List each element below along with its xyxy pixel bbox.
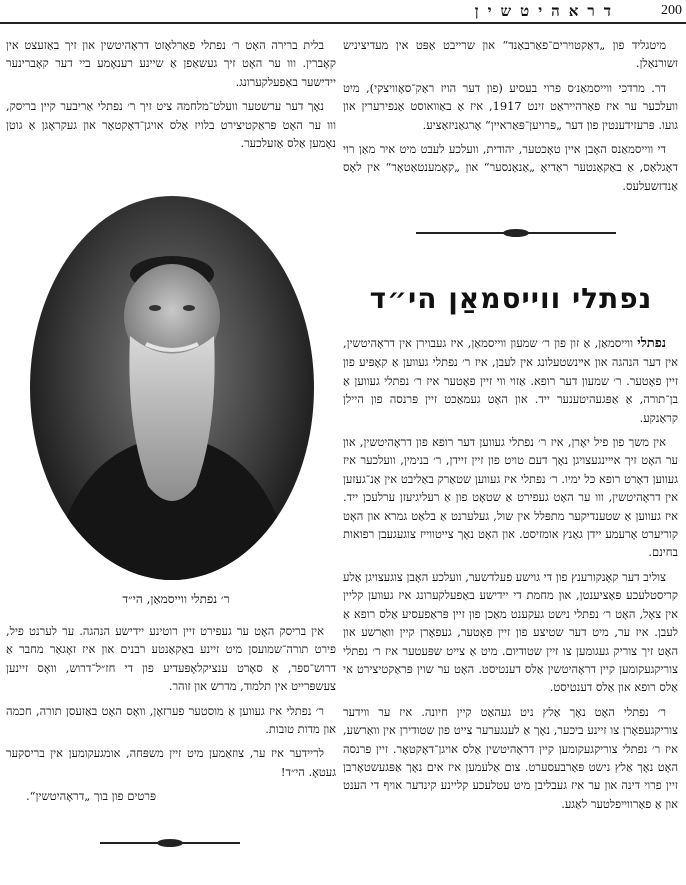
running-title: דראהיטשין — [474, 2, 620, 20]
page-number: 200 — [661, 3, 682, 18]
paragraph: די ווייסמאַנס האָבן איין טאָכטער, יהודית, וועלכע לעבט מיט איר מאַן רוי דאָגלאַס, אַ באַקאַנטער ראַדיאָ „אַנאַנסער“ און „קאָמענטאַטאָר“ אין לאָס אַנדזשעלעס. — [343, 142, 678, 193]
portrait-photo — [30, 196, 314, 580]
ornament-divider — [416, 232, 616, 234]
paragraph — [343, 334, 678, 427]
article-title: נפתלי ווייסמאַן הי״ד — [369, 282, 653, 315]
page-header — [0, 0, 686, 24]
paragraph: ר׳ נפתלי איז געווען אַ מוסטער פערזאָן, וואָס האָט באַזעסן תורה, חכמה און מדות טובות. — [6, 703, 336, 737]
photo-caption: ר׳ נפתלי ווייסמאַן, הי״ד — [122, 592, 230, 606]
left-column-top — [6, 36, 336, 158]
paragraph: לריידער איז ער, צוזאַמען מיט זיין משפּחה, אומגעקומען אין בריסקער געטאָ. הי״ד! — [6, 746, 336, 779]
lead-word: נפתלי — [637, 336, 666, 351]
paragraph: דר. מרדכי ווייסמאַנ׳ס פרוי בעסיע (פון דער הויז ראַק־סאָוויצקי), מיט וועלכער ער איז פאַרהייראַט זינט 1917, איז אַ באַוואוסט אַנפירערין און גועו. פּרעזידענטין פון דער „פּרויען־פּאַראיין“ אָרגאַניזאַציע. — [343, 80, 678, 132]
ornament-divider — [100, 842, 240, 844]
paragraph: נאָך דער ערשטער וועלט־מלחמה ציט זיך ר׳ נפתלי אַריבער קיין בריסק, ווו ער האָט פּראַקטיצירט בלויז אַלס אויגן־דאָקטאָר און געקראָגן אַ גוטן נאָמען אַלס אַזעלכער. — [6, 99, 336, 151]
paragraph: אין משך פון פיל יאָרן, איז ר׳ נפתלי געווען דער רופא פון דראָהיטשין, און ער האָט זיך אײינגעצויגן נאָך דעם טויט פון זיין זיידן, ר׳ בנימין, וועלכער איז געווען דאָרט רופא כל ימיו. ר׳ נפתלי איז געווען שטאַרק באַליבט אין אַנ־געזען אין דראָהיטשין, ווו ער האָט געפירט אַ שטאָט פון אַ רעליגיעזן ערלעכן ייד. איז געווען אַ שטענדיקער מתפּלל אין שול, געלערנט אַ בלאַט גמרא און האָט קוריערט אָרעמע יידן גאַנץ אומזיסט. און האָט נאָך צייטווייז צוגעגעבן רפואות בחינם. — [343, 435, 678, 560]
source-credit: פּרטים פון בוך „דראָהיטשין“. — [26, 789, 157, 804]
right-column — [343, 36, 678, 201]
paragraph: מיטגליד פון „דאַקטוירים־פאַרבאַנד“ און שרייבט אַפּט אין מעדיציניש זשורנאַלן. — [343, 38, 678, 71]
left-column-bottom — [6, 622, 336, 812]
paragraph: צוליב דער קאָנקורענץ פון די גוישע פעלדשער, וועלכע האָבן צוגעצויגן אַלע קריסטלעכע פּאַציענטן, און מחמת די יידישע באַפעלקערונג איז געווען קליין אין צאָל, האָט ר׳ נפתלי נישט געקענט מאַכן פון זיין פּראַפעסיע אַלס רופא אַ לעבן. איז ער, מיט דער שטיצע פון זיין פאָטער, געפאָרן קיין וואַרשע און האָט זיך צוריק געגומען צו זיין שטודיום. מיט אַ צייט שפּעטער איז ר׳ נפתלי צוריקגעקומען קיין דראָהיטשין אַלס דענטיסט. האָט ער שוין פּראַקטיצירט אי אַלס רופא און אַלס דענטיסט. — [343, 569, 678, 695]
paragraph: ר׳ נפתלי האָט נאָך אַלץ ניט געהאַט קיין חיונה. איז ער ווידער צוריקגעפאָרן צו זיינע ביכער, נאָך אַ לענגערער צייט פון שטודירן אין וואַרשע, איז ר׳ נפתלי צוריקגעקומען קיין דראָהיטשין אַלס אויגן־דאָקטאָר. זיין פּרנסה האָט נאָך אַלץ נישט פּאַרבעסערט. צום אַלעמען איז אים נאָך אַפּגעשטאָרבן זיין פרוי דינה און ער איז געבליבן מיט עטלעכע קליינע קינדער אויף די הענט און אַ פאַרווייפלטער לאַגע. — [343, 704, 678, 811]
portrait-illustration — [30, 196, 314, 580]
paragraph-text: ווייסמאַן, אַ זון פון ר׳ שמעון ווייסמאַן, איז געבוירן אין דראָהיטשין, אין דער הנהגה און אײנשטעלונג אין לעבן, איז ר׳ נפתלי געווען אַ קאָפּיע פון זיין פאָטער. ר׳ שמעון דער רופא. אַזוי ווי זיין פאָטער איז ר׳ נפתלי געווען אַ בן־תורה, אַ אַפּגעהיטענער ייד. און האָט געמאַכט זיין פּרנסה פון היילן קראַנקע. — [343, 336, 678, 425]
paragraph: בלית ברירה האָט ר׳ נפתלי פאַרלאָזט דראָהיטשין און זיך באַזעצט אין קאָברין. ווו ער האָט זיך געשאַפן אַ שיינע רענאָמע ביי דער קאָברינער יידישער באַפעלקערונג. — [6, 38, 336, 89]
article-body — [343, 334, 678, 819]
paragraph: אין בריסק האָט ער געפירט זיין רוטינע יידישע הנהגה. ער לערנט פיל, פירט תורה־שמועסן מיט זיינע באַקאַנטע רבנים און איז זאָגאַר מחבר אַ דרוש־ספר, אַ סאָרט ענציקלאָפּעדיע פון די חז״ל־דרוש, וואָס זיינען צעשפּרייט אין תלמוד, מדרש און זוהר. — [6, 624, 336, 694]
